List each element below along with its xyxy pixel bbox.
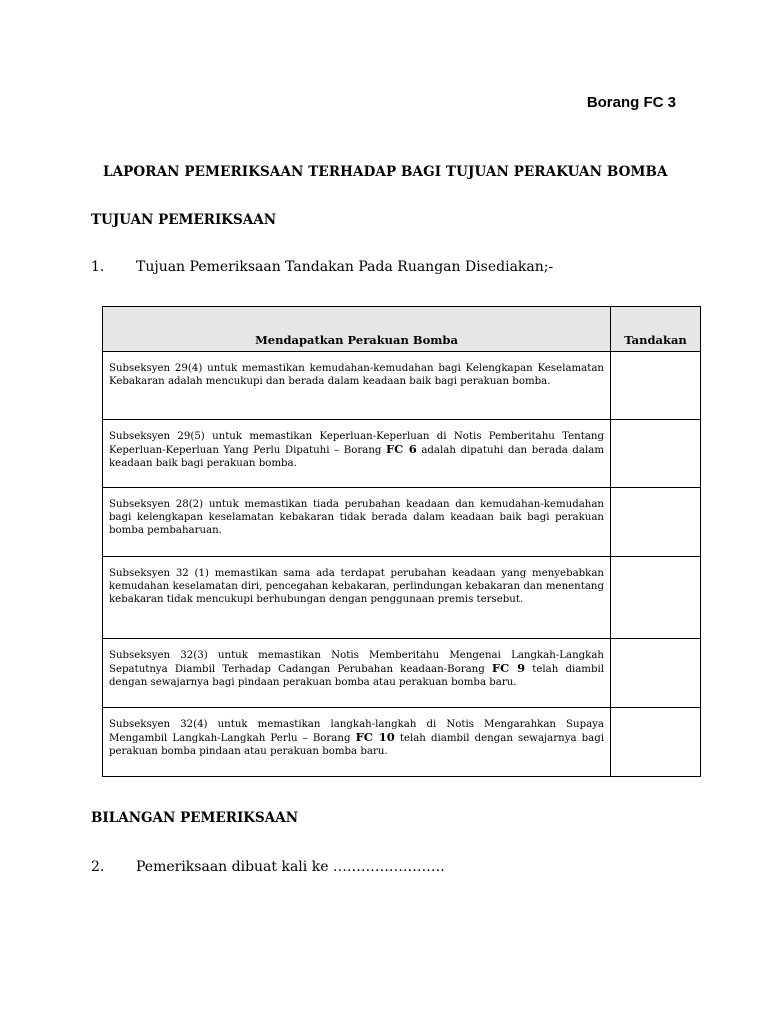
mark-cell[interactable] xyxy=(611,488,701,557)
section-heading-count: BILANGAN PEMERIKSAAN xyxy=(91,810,299,826)
row-description xyxy=(103,420,611,488)
mark-cell[interactable] xyxy=(611,420,701,488)
table-row xyxy=(103,420,701,488)
mark-cell[interactable] xyxy=(611,352,701,420)
mark-cell[interactable] xyxy=(611,708,701,777)
mark-cell[interactable] xyxy=(611,639,701,708)
table-row xyxy=(103,488,701,557)
item-2-text[interactable]: Pemeriksaan dibuat kali ke …………………… xyxy=(136,859,445,875)
purpose-checklist-table xyxy=(102,306,701,777)
table-row xyxy=(103,557,701,639)
item-2-number: 2. xyxy=(91,859,105,875)
mark-cell[interactable] xyxy=(611,557,701,639)
item-2 xyxy=(91,859,445,875)
row-text: Subseksyen 32 (1) memastikan sama ada terdapat perubahan keadaan yang menyebabkan kemudahan keselamatan diri, pencegahan kebakaran, perlindungan kebakaran dan menentang kebakaran tidak mencukupi berhubungan dengan penggunaan premis tersebut. xyxy=(109,568,604,605)
row-description xyxy=(103,352,611,420)
table-row xyxy=(103,352,701,420)
item-1-text: Tujuan Pemeriksaan Tandakan Pada Ruangan Disediakan;- xyxy=(136,259,554,275)
form-reference: FC 10 xyxy=(355,730,395,744)
column-header-purpose: Mendapatkan Perakuan Bomba xyxy=(103,307,611,352)
row-text-continued: telah diambil dengan sewajarnya bagi pindaan perakuan bomba atau perakuan bomba baru. xyxy=(109,664,605,688)
row-text: Subseksyen 28(2) untuk memastikan tiada perubahan keadaan dan kemudahan-kemudahan bagi kelengkapan keselamatan kebakaran tidak berada dalam keadaan baik bagi perakuan bomba pembaharuan. xyxy=(109,499,604,536)
row-text-continued: telah diambil dengan sewajarnya bagi perakuan bomba pindaan atau perakuan bomba baru. xyxy=(109,733,604,757)
row-description xyxy=(103,557,611,639)
row-text: Subseksyen 29(5) untuk memastikan Keperluan-Keperluan di Notis Pemberitahu Tentang Keperluan-Keperluan Yang Perlu Dipatuhi – Borang xyxy=(109,431,604,456)
item-1-number: 1. xyxy=(91,259,105,275)
form-reference: FC 6 xyxy=(386,442,417,456)
form-code: Borang FC 3 xyxy=(586,94,676,111)
form-reference: FC 9 xyxy=(491,661,526,675)
table-row xyxy=(103,708,701,777)
document-title: LAPORAN PEMERIKSAAN TERHADAP BAGI TUJUAN PERAKUAN BOMBA xyxy=(103,164,668,180)
section-heading-purpose: TUJUAN PEMERIKSAAN xyxy=(91,212,277,228)
row-text: Subseksyen 29(4) untuk memastikan kemudahan-kemudahan bagi Kelengkapan Keselamatan Kebakaran adalah mencukupi dan berada dalam keadaan baik bagi perakuan bomba. xyxy=(109,363,604,387)
row-description xyxy=(103,488,611,557)
table-row xyxy=(103,639,701,708)
row-description xyxy=(103,639,611,708)
row-description xyxy=(103,708,611,777)
row-text: Subseksyen 32(4) untuk memastikan langkah-langkah di Notis Mengarahkan Supaya Mengambil Langkah-Langkah Perlu – Borang xyxy=(109,719,604,744)
row-text-continued: adalah dipatuhi dan berada dalam keadaan baik bagi perakuan bomba. xyxy=(109,445,605,469)
table-header-row xyxy=(103,307,701,352)
row-text: Subseksyen 32(3) untuk memastikan Notis Memberitahu Mengenai Langkah-Langkah Sepatutnya Diambil Terhadap Cadangan Perubahan keadaan-Borang xyxy=(109,650,604,675)
column-header-mark: Tandakan xyxy=(611,307,701,352)
item-1 xyxy=(91,259,553,275)
